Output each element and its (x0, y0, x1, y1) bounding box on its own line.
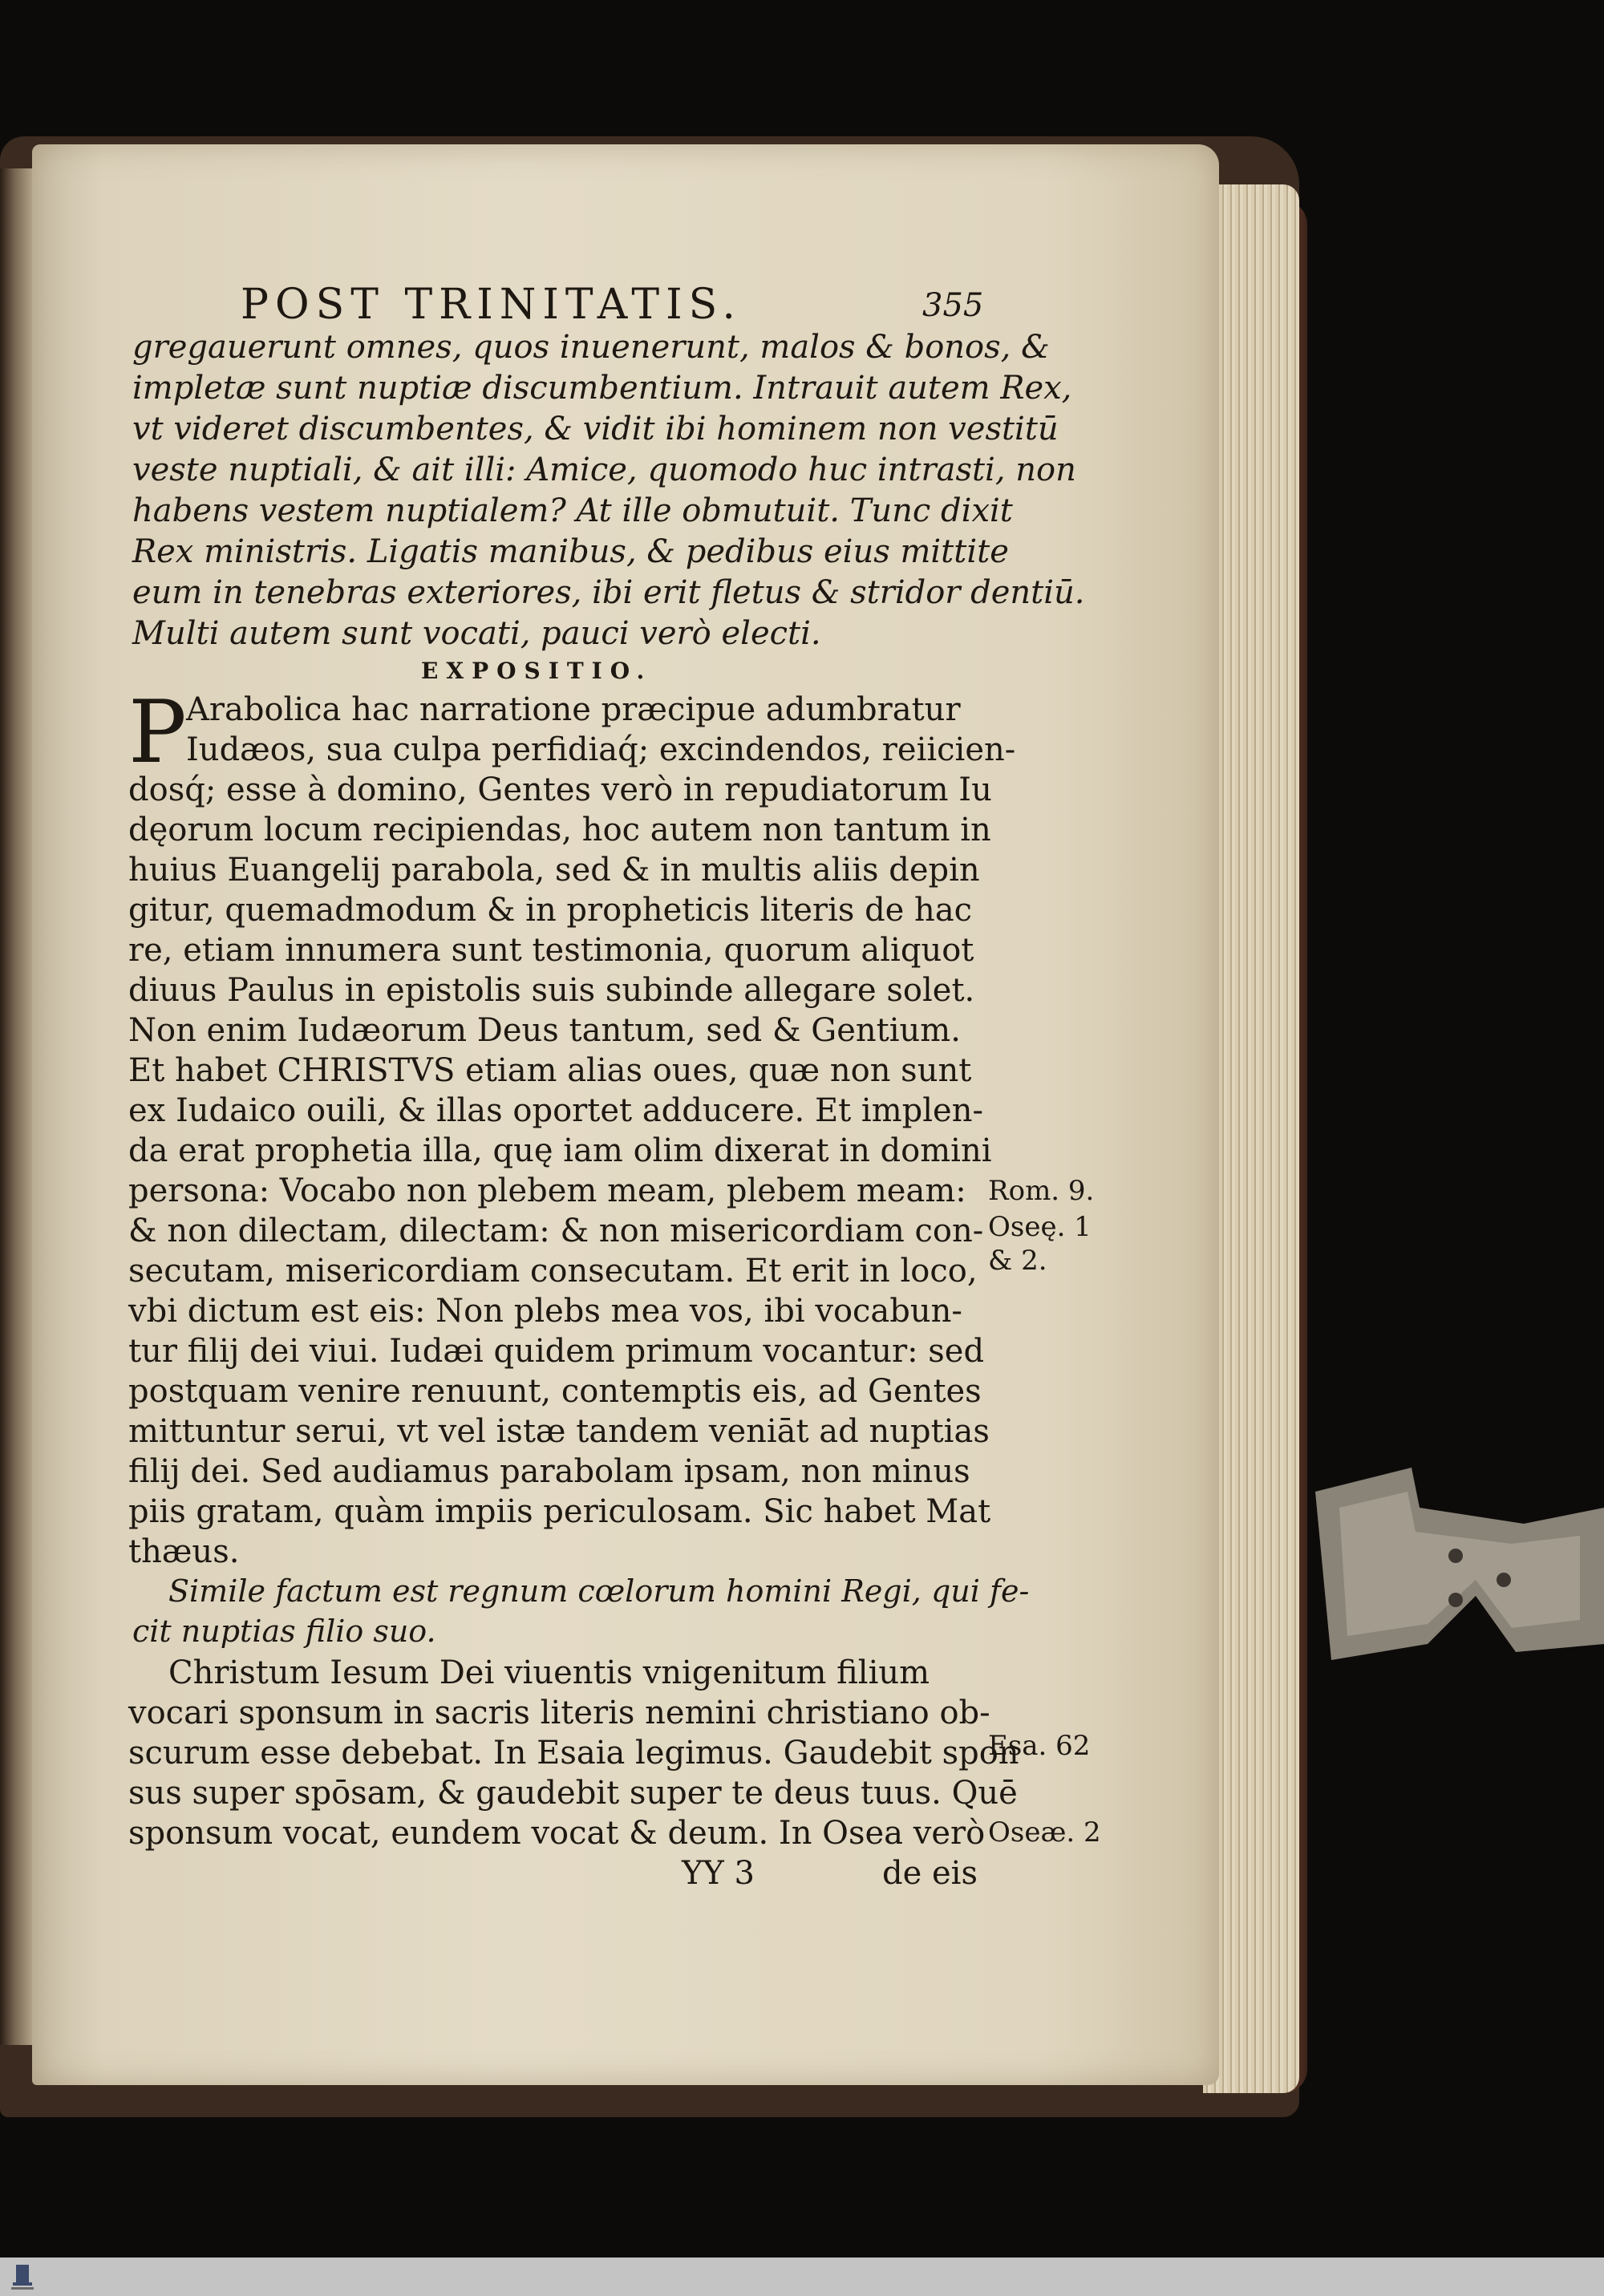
catchword: de eis (882, 1855, 978, 1892)
body-line: persona: Vocabo non plebem meam, plebem meam: (128, 1172, 966, 1209)
body-line: tur filij dei viui. Iudæi quidem primum vocantur: sed (128, 1333, 985, 1370)
body-line: secutam, misericordiam consecutam. Et erit in loco, (128, 1253, 978, 1290)
body-line: thæus. (128, 1533, 240, 1570)
margin-note: Oseæ. 2 (988, 1816, 1101, 1849)
body-line: postquam venire renuunt, contemptis eis, ad Gentes (128, 1373, 982, 1410)
body-line: gitur, quemadmodum & in propheticis literis de hac (128, 892, 973, 929)
quote-line: Simile factum est regnum cœlorum homini Regi, qui fe- (168, 1573, 1030, 1609)
folio-number: 355 (922, 287, 984, 324)
margin-note: Oseę. 1 (988, 1211, 1092, 1243)
body-line: & non dilectam, dilectam: & non misericordiam con- (128, 1213, 984, 1249)
verse-line: Rex ministris. Ligatis manibus, & pedibus eius mittite (132, 533, 1009, 570)
body-line: piis gratam, quàm impiis periculosam. Sic habet Mat (128, 1493, 991, 1530)
body-line: diuus Paulus in epistolis suis subinde allegare solet. (128, 972, 975, 1009)
metal-clasp (1315, 1460, 1604, 1660)
margin-note: & 2. (988, 1245, 1047, 1277)
body-line: filij dei. Sed audiamus parabolam ipsam, non minus (128, 1453, 970, 1490)
margin-note: Esa. 62 (988, 1730, 1091, 1762)
body-line: vbi dictum est eis: Non plebs mea vos, ibi vocabun- (128, 1293, 962, 1330)
body-line: Et habet CHRISTVS etiam alias oues, quæ non sunt (128, 1052, 972, 1089)
body-line: Iudæos, sua culpa perfidiaq́; excindendos, reiicien- (186, 731, 1016, 768)
body-line: ex Iudaico ouili, & illas oportet adducere. Et implen- (128, 1092, 983, 1129)
viewer-bottom-bar (0, 2258, 1604, 2296)
body-line: scurum esse debebat. In Esaia legimus. Gaudebit spon (128, 1735, 1019, 1772)
body-line: Non enim Iudæorum Deus tantum, sed & Gentium. (128, 1012, 961, 1049)
verse-line: gregauerunt omnes, quos inuenerunt, malos & bonos, & (132, 329, 1050, 366)
margin-note: Rom. 9. (988, 1175, 1095, 1207)
quote-line: cit nuptias filio suo. (132, 1614, 436, 1649)
body-line: Christum Iesum Dei viuentis vnigenitum filium (168, 1654, 930, 1691)
body-line: Arabolica hac narratione præcipue adumbratur (186, 691, 961, 728)
body-line: sponsum vocat, eundem vocat & deum. In Osea verò (128, 1815, 986, 1852)
body-line: huius Euangelij parabola, sed & in multis aliis depin (128, 852, 980, 889)
body-line: vocari sponsum in sacris literis nemini christiano ob- (128, 1695, 990, 1731)
body-line: da erat prophetia illa, quę iam olim dixerat in domini (128, 1132, 992, 1169)
body-line: dęorum locum recipiendas, hoc autem non tantum in (128, 812, 991, 848)
verse-line: vt videret discumbentes, & vidit ibi hominem non vestitū (132, 411, 1059, 447)
body-line: mittuntur serui, vt vel istæ tandem veniāt ad nuptias (128, 1413, 990, 1450)
verse-line: veste nuptiali, & ait illi: Amice, quomodo huc intrasti, non (132, 452, 1076, 488)
section-title: EXPOSITIO. (421, 658, 653, 684)
library-logo-icon (5, 2262, 40, 2294)
body-line: re, etiam innumera sunt testimonia, quorum aliquot (128, 932, 974, 969)
running-head: POST TRINITATIS. (241, 281, 742, 329)
drop-cap: P (128, 682, 187, 783)
verse-line: eum in tenebras exteriores, ibi erit fletus & stridor dentiū. (132, 574, 1085, 611)
verse-line: habens vestem nuptialem? At ille obmutuit. Tunc dixit (132, 492, 1013, 529)
body-line: dosq́; esse à domino, Gentes verò in repudiatorum Iu (128, 771, 992, 808)
verse-line: impletæ sunt nuptiæ discumbentium. Intrauit autem Rex, (132, 370, 1072, 407)
body-line: sus super spōsam, & gaudebit super te deus tuus. Quē (128, 1775, 1018, 1812)
verse-line: Multi autem sunt vocati, pauci verò electi. (132, 615, 821, 652)
signature-mark: YY 3 (682, 1855, 755, 1892)
